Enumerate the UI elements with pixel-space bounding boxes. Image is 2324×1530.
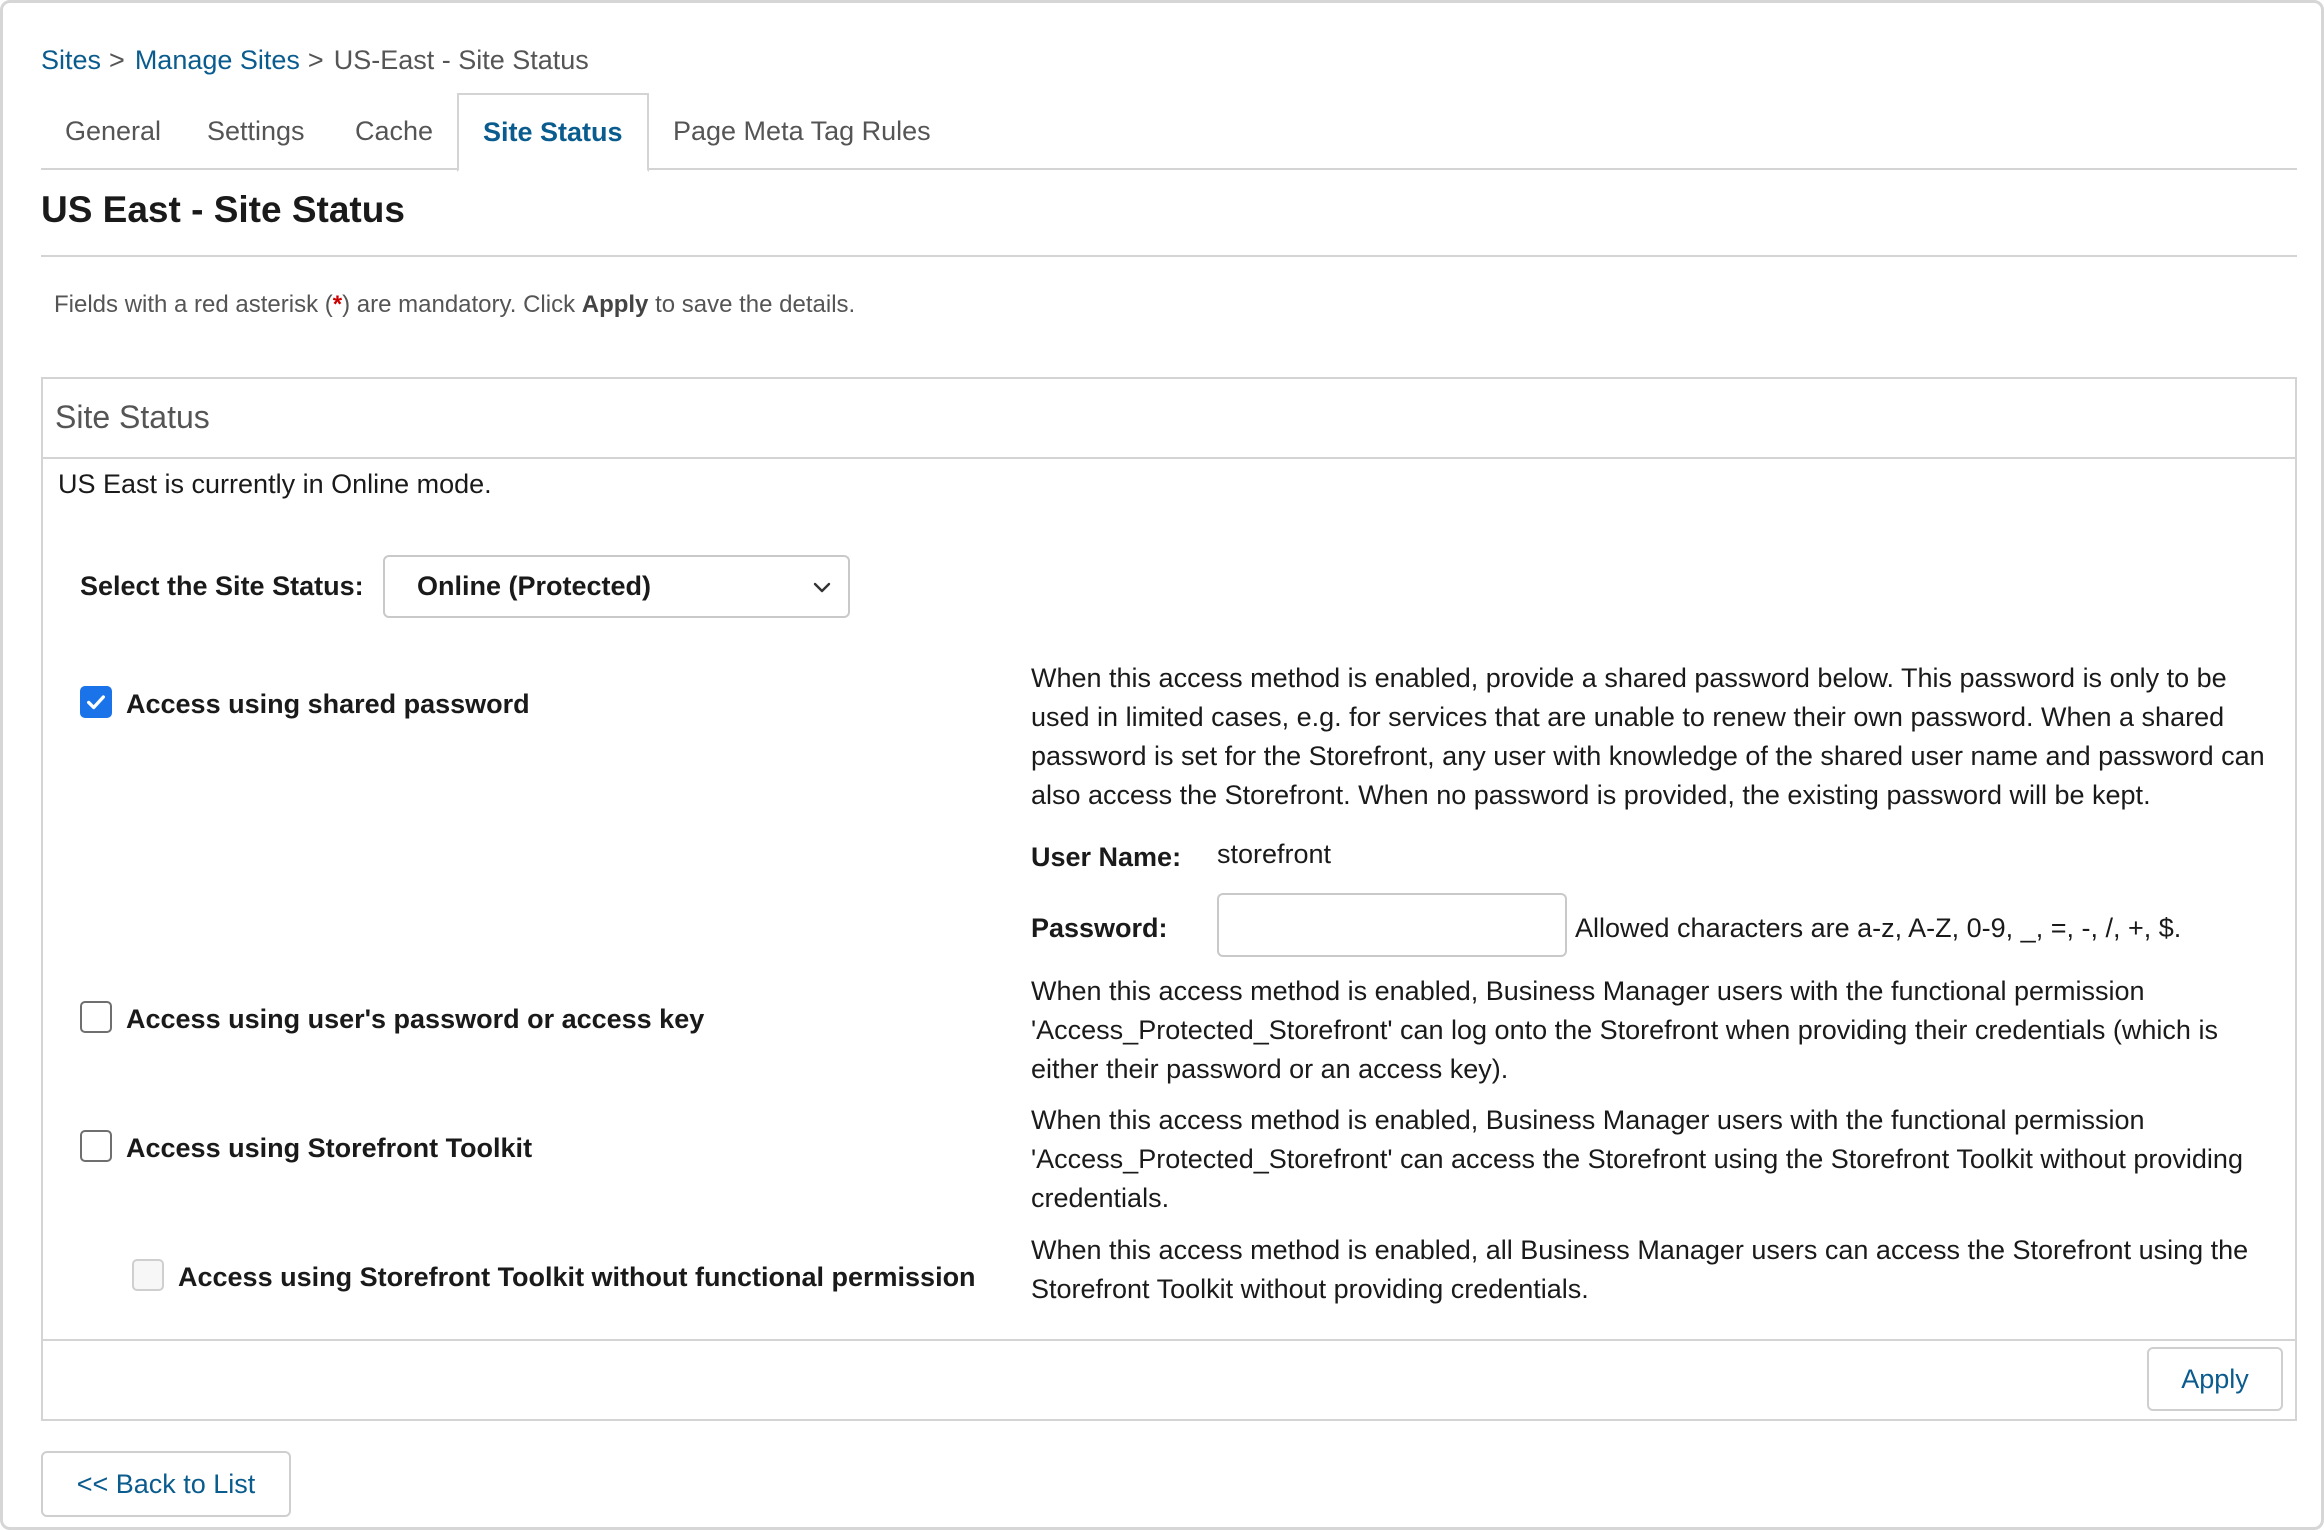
storefront-toolkit-no-permission-label: Access using Storefront Toolkit without functional permission bbox=[178, 1262, 976, 1292]
tab-cache[interactable]: Cache bbox=[355, 116, 434, 146]
user-password-access-key-description: When this access method is enabled, Business Manager users with the functional permission 'Access_Protected_Storefront' can log onto the Storefront when providing their credentials (which is either their password or an access key). bbox=[1031, 976, 2218, 1084]
password-label: Password: bbox=[1031, 913, 1168, 943]
mandatory-fields-hint bbox=[54, 291, 855, 319]
password-input[interactable] bbox=[1217, 893, 1567, 957]
back-to-list-button[interactable]: << Back to List bbox=[41, 1451, 291, 1517]
shared-password-label: Access using shared password bbox=[126, 689, 530, 719]
user-password-access-key-label: Access using user's password or access key bbox=[126, 1004, 705, 1034]
site-status-select[interactable] bbox=[383, 555, 850, 618]
storefront-toolkit-description: When this access method is enabled, Business Manager users with the functional permission 'Access_Protected_Storefront' can access the Storefront using the Storefront Toolkit without providing credentials. bbox=[1031, 1105, 2243, 1213]
storefront-toolkit-label: Access using Storefront Toolkit bbox=[126, 1133, 533, 1163]
breadcrumb-current: US-East - Site Status bbox=[333, 45, 589, 75]
hint-text: Fields with a red asterisk ( bbox=[54, 291, 333, 318]
page-title: US East - Site Status bbox=[41, 189, 405, 230]
site-status-panel bbox=[41, 377, 2297, 1421]
storefront-toolkit-checkbox[interactable] bbox=[80, 1130, 112, 1162]
tab-general[interactable]: General bbox=[65, 116, 162, 146]
current-mode-text: US East is currently in Online mode. bbox=[58, 469, 492, 499]
site-status-select-value: Online (Protected) bbox=[417, 571, 652, 601]
tab-site-status[interactable]: Site Status bbox=[457, 93, 649, 172]
hint-text: to save the details. bbox=[648, 291, 856, 318]
checkmark-icon bbox=[85, 691, 107, 713]
tab-bar bbox=[41, 93, 2297, 170]
hint-text: ) are mandatory. Click bbox=[342, 291, 582, 318]
panel-footer-divider bbox=[43, 1339, 2295, 1341]
breadcrumb-link-sites[interactable]: Sites bbox=[41, 45, 102, 75]
storefront-toolkit-no-permission-checkbox[interactable] bbox=[132, 1259, 164, 1291]
shared-password-checkbox[interactable] bbox=[80, 686, 112, 718]
panel-header bbox=[43, 379, 2295, 459]
breadcrumb-separator: > bbox=[109, 45, 125, 75]
storefront-toolkit-no-permission-description: When this access method is enabled, all Business Manager users can access the Storefront using the Storefront Toolkit without providing credentials. bbox=[1031, 1235, 2249, 1304]
panel-title: Site Status bbox=[55, 399, 210, 435]
site-status-select-label: Select the Site Status: bbox=[80, 571, 364, 601]
tab-settings[interactable]: Settings bbox=[207, 116, 305, 146]
title-divider bbox=[41, 255, 2297, 257]
username-value: storefront bbox=[1217, 839, 1332, 869]
chevron-down-icon bbox=[810, 575, 834, 599]
breadcrumb-separator: > bbox=[307, 45, 324, 75]
breadcrumb bbox=[41, 45, 589, 76]
red-asterisk: * bbox=[332, 291, 343, 318]
breadcrumb-link-manage-sites[interactable]: Manage Sites bbox=[134, 45, 300, 75]
apply-button[interactable]: Apply bbox=[2147, 1347, 2283, 1411]
password-allowed-characters-hint: Allowed characters are a-z, A-Z, 0-9, _, =, -, /, +, $. bbox=[1575, 913, 2182, 943]
user-password-access-key-checkbox[interactable] bbox=[80, 1001, 112, 1033]
username-label: User Name: bbox=[1031, 842, 1182, 872]
tab-page-meta-tag-rules[interactable]: Page Meta Tag Rules bbox=[673, 116, 931, 146]
shared-password-description: When this access method is enabled, provide a shared password below. This password is only to be used in limited cases, e.g. for services that are unable to renew their own password. When a shared password is set for the Storefront, any user with knowledge of the shared user name and password can also access the Storefront. When no password is provided, the existing password will be kept. bbox=[1031, 663, 2265, 810]
hint-apply-word: Apply bbox=[581, 291, 649, 318]
